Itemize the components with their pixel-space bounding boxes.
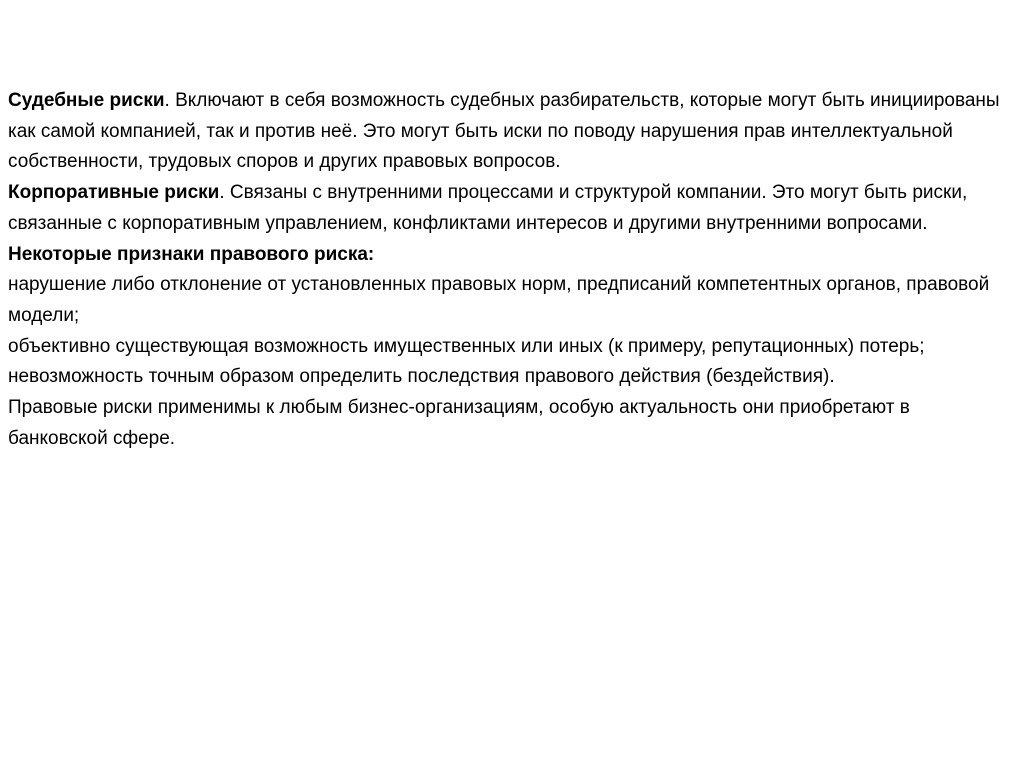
corporate-risks-term: Корпоративные риски — [8, 182, 220, 204]
corporate-risks-text: . Связаны с внутренними процессами и структурой компании. Это могут быть риски, связанные с корпоративным управлением, конфликтами интересов и другими внутренними вопросами. — [8, 182, 968, 234]
judicial-risks-paragraph — [8, 86, 1008, 178]
sign-item: невозможность точным образом определить последствия правового действия (бездействия). — [8, 366, 835, 388]
judicial-risks-term: Судебные риски — [8, 90, 165, 111]
conclusion-paragraph: Правовые риски применимы к любым бизнес-организациям, особую актуальность они приобретают в банковской сфере. — [8, 397, 910, 449]
slide-text-block — [8, 86, 1008, 454]
sign-item: нарушение либо отклонение от установленных правовых норм, предписаний компетентных органов, правовой модели; — [8, 274, 990, 326]
judicial-risks-text: . Включают в себя возможность судебных разбирательств, которые могут быть инициированы как самой компанией, так и против неё. Это могут быть иски по поводу нарушения прав интеллектуальной собственности, трудовых споров и других правовых вопросов. — [8, 90, 1000, 173]
corporate-risks-paragraph — [8, 178, 1008, 239]
signs-heading: Некоторые признаки правового риска: — [8, 243, 375, 265]
sign-item: объективно существующая возможность имущественных или иных (к примеру, репутационных) потерь; — [8, 335, 925, 357]
